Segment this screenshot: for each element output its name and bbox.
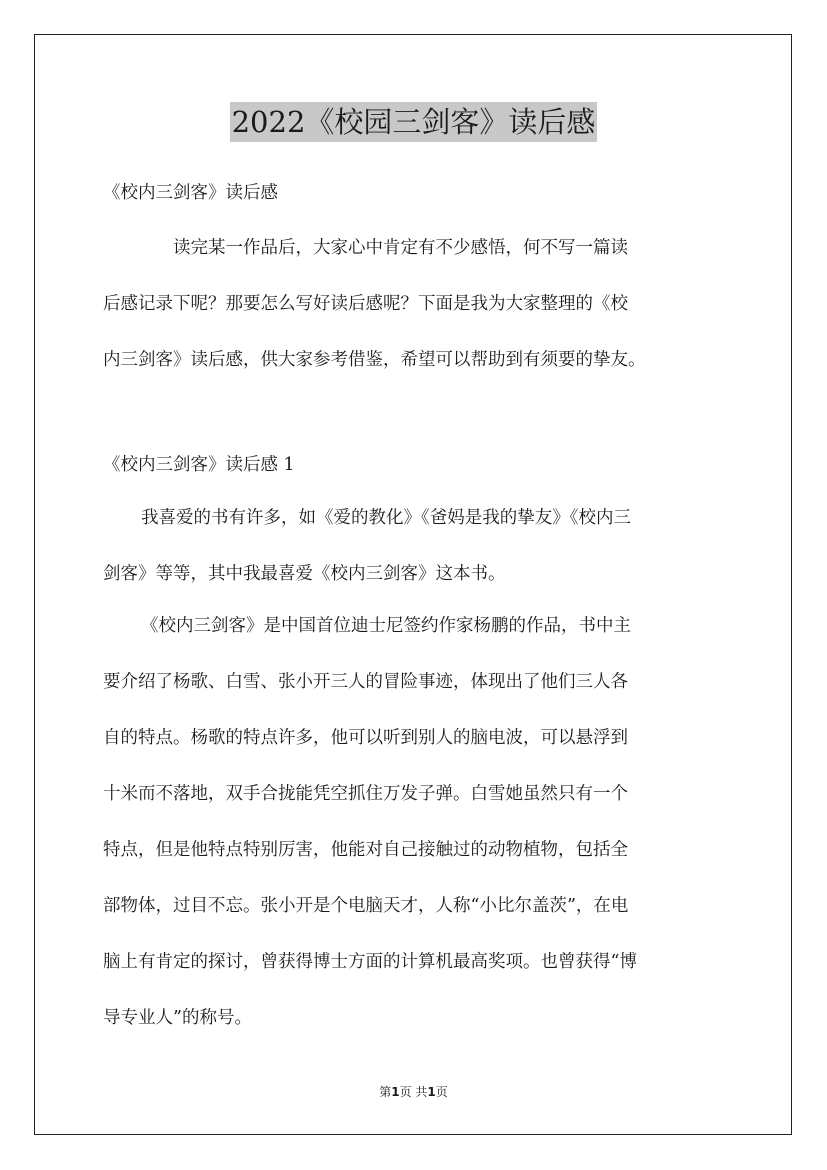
paragraph-line: 脑上有肯定的探讨，曾获得博士方面的计算机最高奖项。也曾获得“博 xyxy=(103,952,637,972)
intro-line: 后感记录下呢？那要怎么写好读后感呢？下面是我为大家整理的《校 xyxy=(103,294,628,314)
footer-current-page: 1 xyxy=(391,1085,400,1099)
paragraph-line: 部物体，过目不忘。张小开是个电脑天才，人称“小比尔盖茨”，在电 xyxy=(103,896,629,916)
paragraph-line: 导专业人”的称号。 xyxy=(103,1008,252,1028)
footer-mid: 页 共 xyxy=(399,1085,428,1099)
paragraph-2 xyxy=(103,598,743,1046)
document-title: 2022《校园三剑客》读后感 xyxy=(230,102,598,142)
paragraph-line: 要介绍了杨歌、白雪、张小开三人的冒险事迹，体现出了他们三人各 xyxy=(103,672,628,692)
paragraph-line: 自的特点。杨歌的特点许多，他可以听到别人的脑电波，可以悬浮到 xyxy=(103,728,628,748)
footer-suffix: 页 xyxy=(435,1085,448,1099)
paragraph-line: 《校内三剑客》是中国首位迪士尼签约作家杨鹏的作品，书中主 xyxy=(141,616,631,636)
title-container xyxy=(0,102,827,142)
paragraph-line: 我喜爱的书有许多，如《爱的教化》《爸妈是我的挚友》《校内三 xyxy=(141,508,631,528)
page-footer xyxy=(0,1084,827,1100)
section-heading: 《校内三剑客》读后感 1 xyxy=(103,455,295,475)
intro-paragraph xyxy=(103,220,743,388)
footer-prefix: 第 xyxy=(379,1085,392,1099)
footer-total-pages: 1 xyxy=(427,1085,436,1099)
document-subtitle: 《校内三剑客》读后感 xyxy=(103,183,278,203)
paragraph-line: 剑客》等等，其中我最喜爱《校内三剑客》这本书。 xyxy=(103,564,506,584)
intro-line: 读完某一作品后，大家心中肯定有不少感悟，何不写一篇读 xyxy=(173,238,628,258)
intro-line: 内三剑客》读后感，供大家参考借鉴，希望可以帮助到有须要的挚友。 xyxy=(103,350,646,370)
paragraph-1 xyxy=(103,490,743,602)
paragraph-line: 十米而不落地，双手合拢能凭空抓住万发子弹。白雪她虽然只有一个 xyxy=(103,784,628,804)
paragraph-line: 特点，但是他特点特别厉害，他能对自己接触过的动物植物，包括全 xyxy=(103,840,628,860)
